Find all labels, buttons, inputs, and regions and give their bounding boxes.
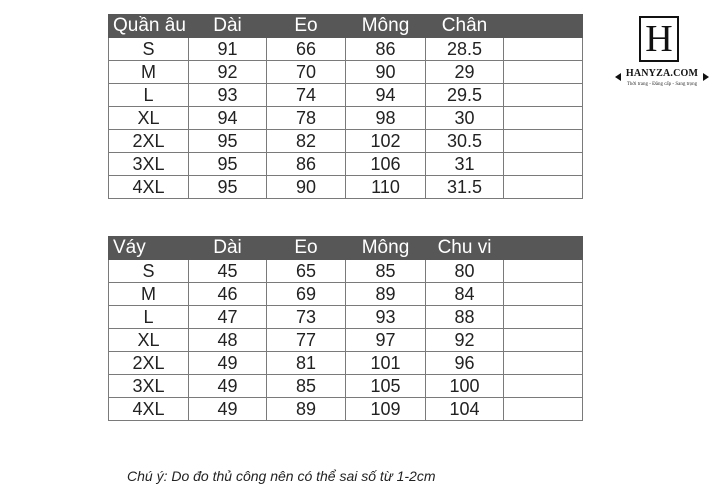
measurement-cell: 47 <box>189 306 267 329</box>
measurement-cell: 49 <box>189 398 267 421</box>
measurement-cell: 48 <box>189 329 267 352</box>
measurement-cell: 97 <box>346 329 426 352</box>
measurement-cell: 95 <box>189 130 267 153</box>
size-label-cell: XL <box>109 329 189 352</box>
measurement-cell <box>504 84 583 107</box>
column-header: Dài <box>189 15 267 38</box>
measurement-cell: 89 <box>346 283 426 306</box>
table-row <box>109 61 583 84</box>
size-label-cell: 4XL <box>109 398 189 421</box>
size-label-cell: 2XL <box>109 130 189 153</box>
measurement-cell: 106 <box>346 153 426 176</box>
measurement-cell: 49 <box>189 352 267 375</box>
column-header: Eo <box>267 15 346 38</box>
measurement-cell: 92 <box>426 329 504 352</box>
logo-name: HANYZA.COM <box>625 68 699 79</box>
column-header: Quần âu <box>109 15 189 38</box>
size-label-cell: 4XL <box>109 176 189 199</box>
measurement-cell: 82 <box>267 130 346 153</box>
measurement-cell: 86 <box>267 153 346 176</box>
measurement-cell: 86 <box>346 38 426 61</box>
logo-arrow-right-icon <box>703 73 709 81</box>
measurement-cell: 73 <box>267 306 346 329</box>
hanyza-logo <box>617 16 707 92</box>
column-header <box>504 237 583 260</box>
size-label-cell: XL <box>109 107 189 130</box>
size-label-cell: 3XL <box>109 375 189 398</box>
size-label-cell: M <box>109 283 189 306</box>
measurement-cell: 45 <box>189 260 267 283</box>
measurement-cell: 81 <box>267 352 346 375</box>
size-label-cell: 2XL <box>109 352 189 375</box>
measurement-cell: 101 <box>346 352 426 375</box>
column-header: Chu vi <box>426 237 504 260</box>
table-row <box>109 398 583 421</box>
size-label-cell: L <box>109 84 189 107</box>
measurement-cell <box>504 130 583 153</box>
measurement-cell: 96 <box>426 352 504 375</box>
size-label-cell: S <box>109 260 189 283</box>
measurement-cell: 98 <box>346 107 426 130</box>
column-header: Dài <box>189 237 267 260</box>
measurement-cell: 105 <box>346 375 426 398</box>
table-row <box>109 306 583 329</box>
measurement-cell: 74 <box>267 84 346 107</box>
logo-letter: H <box>645 18 673 60</box>
logo-tagline: Thời trang - Đẳng cấp - Sang trọng <box>626 82 698 87</box>
measurement-cell: 93 <box>346 306 426 329</box>
measurement-cell <box>504 153 583 176</box>
table-row <box>109 153 583 176</box>
column-header: Eo <box>267 237 346 260</box>
measurement-cell: 102 <box>346 130 426 153</box>
size-label-cell: L <box>109 306 189 329</box>
measurement-cell: 80 <box>426 260 504 283</box>
measurement-cell <box>504 176 583 199</box>
measurement-cell: 31 <box>426 153 504 176</box>
measurement-cell: 85 <box>346 260 426 283</box>
table-row <box>109 329 583 352</box>
header-row <box>109 15 583 38</box>
size-label-cell: 3XL <box>109 153 189 176</box>
measurement-cell <box>504 283 583 306</box>
column-header: Chân <box>426 15 504 38</box>
measurement-cell <box>504 107 583 130</box>
measurement-cell: 31.5 <box>426 176 504 199</box>
table-row <box>109 375 583 398</box>
measurement-cell <box>504 329 583 352</box>
measurement-cell: 28.5 <box>426 38 504 61</box>
logo-box <box>639 16 679 62</box>
measurement-cell: 30.5 <box>426 130 504 153</box>
measurement-cell <box>504 38 583 61</box>
measurement-cell: 91 <box>189 38 267 61</box>
measurement-cell: 92 <box>189 61 267 84</box>
measurement-cell: 93 <box>189 84 267 107</box>
size-label-cell: M <box>109 61 189 84</box>
measurement-note: Chú ý: Do đo thủ công nên có thể sai số từ 1-2cm <box>127 468 436 484</box>
table-row <box>109 283 583 306</box>
measurement-cell: 90 <box>346 61 426 84</box>
measurement-cell: 46 <box>189 283 267 306</box>
measurement-cell <box>504 61 583 84</box>
measurement-cell <box>504 306 583 329</box>
measurement-cell: 94 <box>189 107 267 130</box>
measurement-cell: 95 <box>189 153 267 176</box>
measurement-cell: 30 <box>426 107 504 130</box>
column-header: Mông <box>346 15 426 38</box>
measurement-cell: 89 <box>267 398 346 421</box>
measurement-cell <box>504 260 583 283</box>
measurement-cell <box>504 375 583 398</box>
column-header <box>504 15 583 38</box>
measurement-cell: 69 <box>267 283 346 306</box>
measurement-cell: 100 <box>426 375 504 398</box>
table-row <box>109 352 583 375</box>
measurement-cell: 84 <box>426 283 504 306</box>
table-row <box>109 107 583 130</box>
measurement-cell <box>504 398 583 421</box>
measurement-cell: 70 <box>267 61 346 84</box>
measurement-cell: 88 <box>426 306 504 329</box>
measurement-cell: 66 <box>267 38 346 61</box>
table-row <box>109 260 583 283</box>
measurement-cell <box>504 352 583 375</box>
measurement-cell: 29.5 <box>426 84 504 107</box>
pants-size-table <box>108 14 583 199</box>
table-row <box>109 130 583 153</box>
measurement-cell: 77 <box>267 329 346 352</box>
header-row <box>109 237 583 260</box>
measurement-cell: 90 <box>267 176 346 199</box>
measurement-cell: 29 <box>426 61 504 84</box>
measurement-cell: 94 <box>346 84 426 107</box>
table-row <box>109 38 583 61</box>
measurement-cell: 110 <box>346 176 426 199</box>
skirt-size-table <box>108 236 583 421</box>
table-row <box>109 84 583 107</box>
measurement-cell: 78 <box>267 107 346 130</box>
measurement-cell: 95 <box>189 176 267 199</box>
measurement-cell: 104 <box>426 398 504 421</box>
measurement-cell: 85 <box>267 375 346 398</box>
table-row <box>109 176 583 199</box>
measurement-cell: 109 <box>346 398 426 421</box>
size-label-cell: S <box>109 38 189 61</box>
measurement-cell: 49 <box>189 375 267 398</box>
measurement-cell: 65 <box>267 260 346 283</box>
column-header: Váy <box>109 237 189 260</box>
column-header: Mông <box>346 237 426 260</box>
